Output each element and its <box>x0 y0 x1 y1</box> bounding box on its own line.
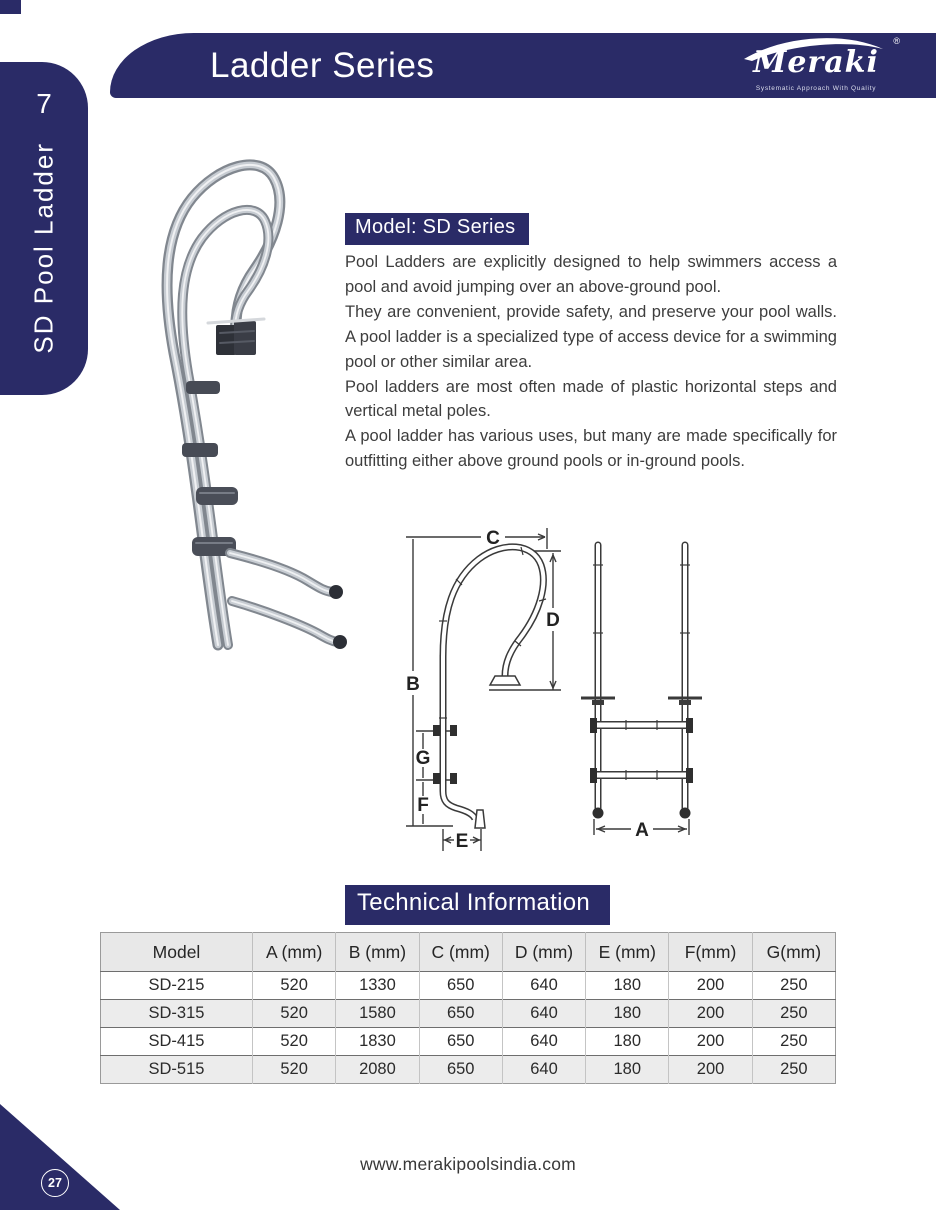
spec-cell: 200 <box>669 1000 752 1028</box>
dimension-label-d: D <box>546 610 560 631</box>
model-cell: SD-415 <box>101 1028 253 1056</box>
description-paragraph: A pool ladder has various uses, but many are made specifically for outfitting either above ground pools or in-ground pools. <box>345 427 837 471</box>
table-row <box>101 972 836 1000</box>
brand-tagline: Systematic Approach With Quality <box>755 85 877 92</box>
ladder-product-photo <box>112 133 347 653</box>
spec-cell: 520 <box>253 1056 336 1084</box>
page-title: Ladder Series <box>210 46 435 85</box>
spec-cell: 250 <box>752 1028 835 1056</box>
technical-information-badge: Technical Information <box>345 885 610 925</box>
model-cell: SD-315 <box>101 1000 253 1028</box>
spec-cell: 520 <box>253 1028 336 1056</box>
spec-cell: 650 <box>419 1028 502 1056</box>
page-number-badge: 27 <box>41 1169 69 1197</box>
spec-cell: 640 <box>502 1000 585 1028</box>
dimension-label-a: A <box>635 820 649 841</box>
column-header-b: B (mm) <box>336 933 419 972</box>
spec-cell: 1580 <box>336 1000 419 1028</box>
model-badge: Model: SD Series <box>345 213 529 245</box>
model-cell: SD-515 <box>101 1056 253 1084</box>
dimension-label-f: F <box>417 795 429 816</box>
spec-cell: 650 <box>419 1056 502 1084</box>
dimension-label-b: B <box>406 674 420 695</box>
column-header-g: G(mm) <box>752 933 835 972</box>
spec-cell: 250 <box>752 1000 835 1028</box>
website-url: www.merakipoolsindia.com <box>360 1154 576 1174</box>
spec-cell: 180 <box>586 972 669 1000</box>
column-header-e: E (mm) <box>586 933 669 972</box>
series-number: 7 <box>36 88 52 119</box>
spec-cell: 650 <box>419 972 502 1000</box>
model-cell: SD-215 <box>101 972 253 1000</box>
spec-cell: 520 <box>253 1000 336 1028</box>
column-header-model: Model <box>101 933 253 972</box>
dimension-label-g: G <box>415 748 431 769</box>
product-description <box>345 250 837 474</box>
table-row <box>101 1056 836 1084</box>
spec-cell: 200 <box>669 1028 752 1056</box>
spec-cell: 250 <box>752 1056 835 1084</box>
column-header-a: A (mm) <box>253 933 336 972</box>
spec-cell: 200 <box>669 972 752 1000</box>
spec-cell: 1330 <box>336 972 419 1000</box>
spec-cell: 180 <box>586 1028 669 1056</box>
column-header-c: C (mm) <box>419 933 502 972</box>
column-header-d: D (mm) <box>502 933 585 972</box>
side-tab <box>0 62 88 395</box>
description-paragraph: Pool ladders are most often made of plastic horizontal steps and vertical metal poles. <box>345 377 837 421</box>
column-header-f: F(mm) <box>669 933 752 972</box>
spec-cell: 250 <box>752 972 835 1000</box>
technical-diagram <box>393 513 718 858</box>
table-row <box>101 1028 836 1056</box>
brand-name: Meraki <box>753 45 879 80</box>
spec-cell: 640 <box>502 1028 585 1056</box>
spec-cell: 1830 <box>336 1028 419 1056</box>
spec-cell: 2080 <box>336 1056 419 1084</box>
specifications-table <box>100 932 836 1084</box>
corner-accent <box>0 0 21 14</box>
header-bar <box>110 33 936 98</box>
side-tab-label: SD Pool Ladder <box>28 142 59 354</box>
spec-cell: 180 <box>586 1056 669 1084</box>
spec-cell: 650 <box>419 1000 502 1028</box>
description-paragraph: They are convenient, provide safety, and preserve your pool walls. A pool ladder is a specialized type of access device for a swimming pool or other similar area. <box>345 302 837 371</box>
spec-cell: 640 <box>502 972 585 1000</box>
dimension-label-c: C <box>486 528 500 549</box>
table-header-row <box>101 933 836 972</box>
brand-logo <box>730 36 902 95</box>
spec-cell: 640 <box>502 1056 585 1084</box>
registered-mark: ® <box>893 36 900 46</box>
description-paragraph: Pool Ladders are explicitly designed to help swimmers access a pool and avoid jumping over an above-ground pool. <box>345 253 837 296</box>
spec-cell: 520 <box>253 972 336 1000</box>
spec-cell: 180 <box>586 1000 669 1028</box>
spec-cell: 200 <box>669 1056 752 1084</box>
table-row <box>101 1000 836 1028</box>
dimension-label-e: E <box>455 831 469 852</box>
